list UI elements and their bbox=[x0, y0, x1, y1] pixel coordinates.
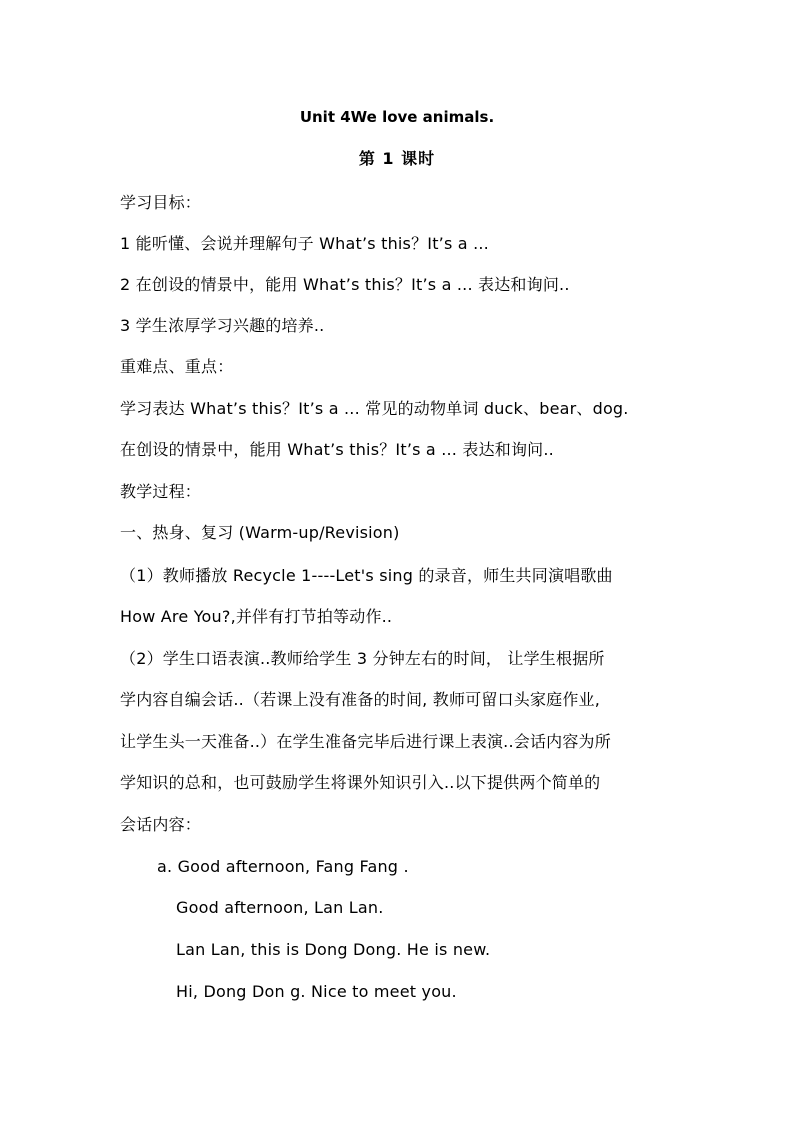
lesson-heading: 第 1 课时 bbox=[358, 149, 436, 168]
dialogue-line: a. Good afternoon, Fang Fang . bbox=[157, 857, 409, 876]
paragraph: 学习表达 What’s this？It’s a ... 常见的动物单词 duck、bear、dog. bbox=[120, 399, 629, 418]
paragraph: 让学生头一天准备..）在学生准备完毕后进行课上表演..会话内容为所 bbox=[120, 732, 611, 751]
document-title: Unit 4We love animals. bbox=[299, 108, 495, 126]
paragraph: 3 学生浓厚学习兴趣的培养.. bbox=[120, 316, 325, 335]
paragraph: 在创设的情景中，能用 What’s this？It’s a ... 表达和询问.. bbox=[120, 440, 554, 459]
paragraph: How Are You?,并伴有打节拍等动作.. bbox=[120, 607, 393, 626]
paragraph: 会话内容： bbox=[120, 815, 202, 834]
dialogue-line: Lan Lan, this is Dong Dong. He is new. bbox=[176, 940, 491, 959]
paragraph: 学知识的总和，也可鼓励学生将课外知识引入..以下提供两个简单的 bbox=[120, 773, 601, 792]
dialogue-line: Hi, Dong Don g. Nice to meet you. bbox=[176, 982, 457, 1001]
paragraph: （1）教师播放 Recycle 1----Let's sing 的录音，师生共同演唱歌曲 bbox=[120, 566, 613, 585]
paragraph: 学习目标： bbox=[120, 193, 202, 212]
paragraph: 学内容自编会话..（若课上没有准备的时间, 教师可留口头家庭作业, bbox=[120, 690, 601, 709]
paragraph: 1 能听懂、会说并理解句子 What’s this？It’s a ... bbox=[120, 234, 489, 253]
dialogue-line: Good afternoon, Lan Lan. bbox=[176, 898, 384, 917]
paragraph: 重难点、重点： bbox=[120, 357, 234, 376]
paragraph: （2）学生口语表演..教师给学生 3 分钟左右的时间， 让学生根据所 bbox=[120, 649, 605, 668]
paragraph: 2 在创设的情景中，能用 What’s this？It’s a ... 表达和询问.. bbox=[120, 275, 570, 294]
paragraph: 教学过程： bbox=[120, 482, 202, 501]
paragraph: 一、热身、复习 (Warm-up/Revision) bbox=[120, 523, 400, 542]
